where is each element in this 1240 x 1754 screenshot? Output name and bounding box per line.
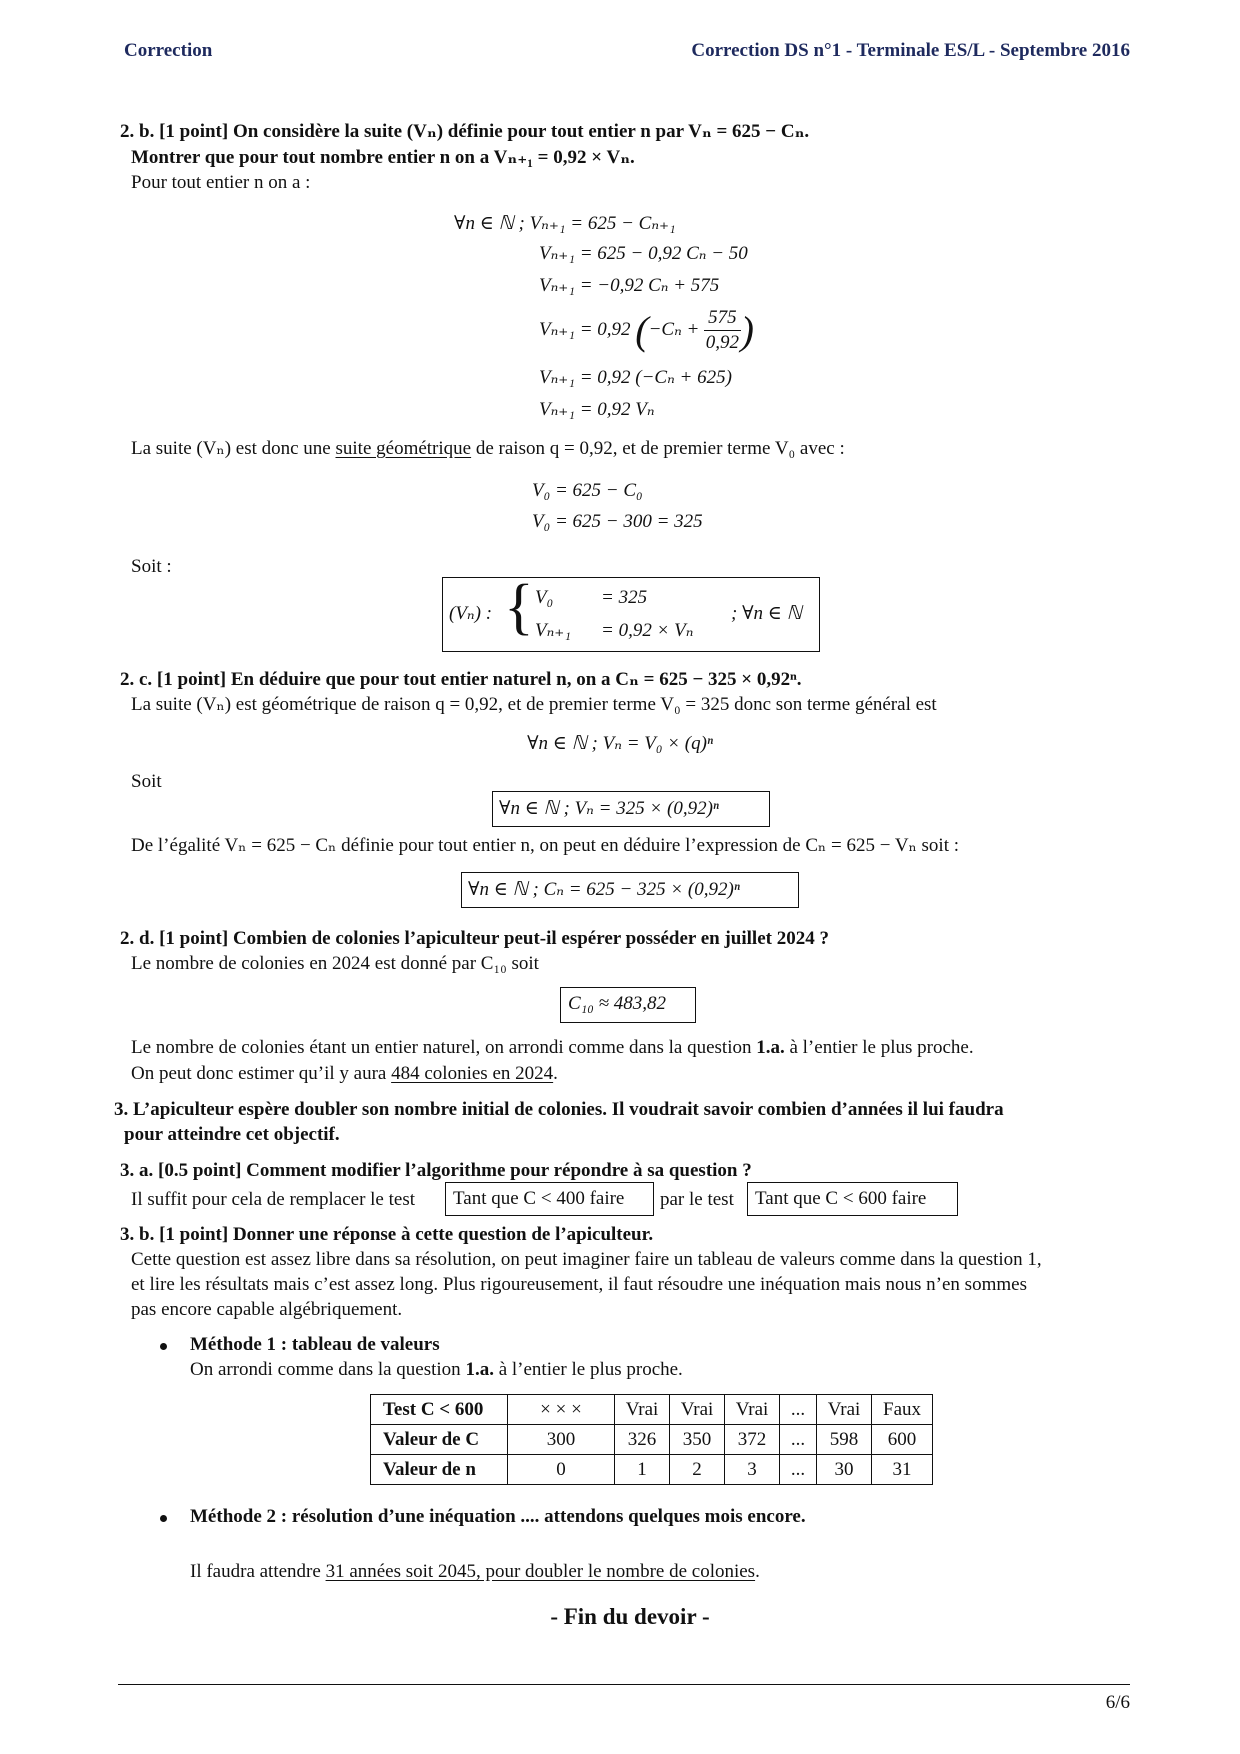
q2b-step-3: Vₙ₊₁ = −0,92 Cₙ + 575 [539,275,720,296]
q2b-fraction [704,306,741,355]
q2d-line1: Le nombre de colonies en 2024 est donné par C₁₀ soit [131,953,539,974]
method2-title: Méthode 2 : résolution d’une inéquation .... attendons quelques mois encore. [190,1506,806,1527]
table-cell: Test C < 600 [371,1395,508,1425]
table-cell: Valeur de n [371,1455,508,1485]
footer-divider [118,1684,1130,1685]
page-number: 6/6 [1105,1692,1130,1713]
q3b-final-underlined: 31 années soit 2045, pour doubler le nombre de colonies [325,1561,756,1582]
q3b-final-pre: Il faudra attendre [190,1561,326,1582]
table-cell: Vrai [725,1395,780,1425]
table-row [371,1395,933,1425]
q3b-final [190,1561,760,1583]
q2d-boxed-text: C₁₀ ≈ 483,82 [568,993,667,1014]
q2d-line2-bold: 1.a. [756,1037,785,1058]
q2c-line2: De l’égalité Vₙ = 625 − Cₙ définie pour tout entier n, on peut en déduire l’expression de Cₙ = 625 − Vₙ soit : [131,835,960,856]
method1-post: à l’entier le plus proche. [493,1359,683,1380]
q3b-para-2: et lire les résultats mais c’est assez long. Plus rigoureusement, il faut résoudre une inéquation mais nous n’en sommes [131,1274,1027,1295]
table-cell: 0 [508,1455,615,1485]
q2b-system-r1-right: = 325 [601,587,648,608]
table-row [371,1425,933,1455]
q2b-v0-line2: V₀ = 625 − 300 = 325 [532,511,703,532]
q3a-box2-text: Tant que C < 600 faire [755,1188,927,1209]
table-cell: Faux [872,1395,933,1425]
q2b-step-1: ∀n ∈ ℕ ; Vₙ₊₁ = 625 − Cₙ₊₁ [454,213,676,234]
method1-title: Méthode 1 : tableau de valeurs [190,1334,440,1355]
q3b-para-3: pas encore capable algébriquement. [131,1299,403,1320]
q2b-step-5: Vₙ₊₁ = 0,92 (−Cₙ + 625) [539,367,732,388]
q3a-mid: par le test [660,1189,734,1210]
q2c-line1: La suite (Vₙ) est géométrique de raison q = 0,92, et de premier terme V₀ = 325 donc son terme général est [131,694,937,715]
q2b-step-4-inner: −Cₙ + [648,318,700,340]
q3a-box1-text: Tant que C < 400 faire [453,1188,625,1209]
q3a-pre: Il suffit pour cela de remplacer le test [131,1189,415,1210]
q2b-frac-num: 575 [704,306,741,331]
header-left: Correction [124,40,213,61]
q2c-title: 2. c. [1 point] En déduire que pour tout entier naturel n, on a Cₙ = 625 − 325 × 0,92ⁿ. [120,669,802,690]
q2b-system-r2-right: = 0,92 × Vₙ [601,620,694,641]
brace-icon: { [504,573,534,641]
table-cell: 2 [670,1455,725,1485]
table-cell: ... [780,1425,817,1455]
q2b-v0-line1: V₀ = 625 − C₀ [532,480,643,501]
q2d-line2 [131,1037,974,1059]
q2b-step-4: Vₙ₊₁ = 0,92 (−Cₙ + $\frac{575}{0,92}$ ) [539,307,754,353]
table-cell: Vrai [615,1395,670,1425]
q2d-boxed [560,987,696,1023]
q2d-line3 [131,1063,558,1085]
q3b-para-1: Cette question est assez libre dans sa résolution, on peut imaginer faire un tableau de valeurs comme dans la question 1, [131,1249,1042,1270]
q2b-system-r1-left: V₀ [535,587,554,608]
q2d-line3-post: . [553,1063,558,1084]
q2b-system-r2-left: Vₙ₊₁ [535,620,571,641]
q2c-boxed-v [492,791,770,827]
q3-title-line2: pour atteindre cet objectif. [124,1124,340,1145]
table-cell: × × × [508,1395,615,1425]
table-cell: 30 [817,1455,872,1485]
q2b-title-line1: 2. b. [1 point] On considère la suite (Vₙ) définie pour tout entier n par Vₙ = 625 − Cₙ. [120,121,810,142]
table-cell: 600 [872,1425,933,1455]
table-cell: 1 [615,1455,670,1485]
q2b-conclusion-post: de raison q = 0,92, et de premier terme V₀ avec : [471,438,845,459]
table-cell: 300 [508,1425,615,1455]
q2c-formula: ∀n ∈ ℕ ; Vₙ = V₀ × (q)ⁿ [527,733,713,754]
table-cell: 350 [670,1425,725,1455]
q2d-line2-post: à l’entier le plus proche. [784,1037,974,1058]
q2c-boxed-c-text: ∀n ∈ ℕ ; Cₙ = 625 − 325 × (0,92)ⁿ [468,879,740,900]
q2b-system-label: (Vₙ) : [449,603,493,624]
method1-pre: On arrondi comme dans la question [190,1359,466,1380]
table-cell: ... [780,1455,817,1485]
table-cell: 3 [725,1455,780,1485]
q2b-conclusion-underlined: suite géométrique [335,438,472,459]
q3b-title: 3. b. [1 point] Donner une réponse à cette question de l’apiculteur. [120,1224,654,1245]
q3a-box1 [445,1182,654,1216]
q2b-soit: Soit : [131,556,172,577]
table-row [371,1455,933,1485]
q2d-line2-pre: Le nombre de colonies étant un entier naturel, on arrondi comme dans la question [131,1037,757,1058]
q3a-title: 3. a. [0.5 point] Comment modifier l’algorithme pour répondre à sa question ? [120,1160,752,1181]
q2d-line3-pre: On peut donc estimer qu’il y aura [131,1063,392,1084]
q2b-step-4-lhs: Vₙ₊₁ = 0,92 [539,318,631,340]
q3a-box2 [747,1182,958,1216]
q2b-conclusion [131,437,845,460]
table-cell: 598 [817,1425,872,1455]
q3b-final-post: . [755,1561,760,1582]
q2d-title: 2. d. [1 point] Combien de colonies l’apiculteur peut-il espérer posséder en juillet 2024 ? [120,928,829,949]
bullet-icon [160,1515,167,1522]
q2b-frac-den: 0,92 [705,332,739,353]
q2c-soit: Soit [131,771,162,792]
table-cell: 372 [725,1425,780,1455]
table-cell: Vrai [670,1395,725,1425]
header-right: Correction DS n°1 - Terminale ES/L - Septembre 2016 [691,40,1130,61]
q2b-title-line2: Montrer que pour tout nombre entier n on a Vₙ₊₁ = 0,92 × Vₙ. [131,147,635,168]
method1-line [190,1359,683,1381]
values-table [370,1394,933,1485]
method1-bold: 1.a. [465,1359,494,1380]
table-cell: 31 [872,1455,933,1485]
q2b-step-6: Vₙ₊₁ = 0,92 Vₙ [539,399,655,420]
q2b-system-quant: ; ∀n ∈ ℕ [731,603,802,624]
q2c-boxed-v-text: ∀n ∈ ℕ ; Vₙ = 325 × (0,92)ⁿ [499,798,719,819]
q2d-line3-underlined: 484 colonies en 2024 [391,1063,554,1084]
end-of-exam: - Fin du devoir - [550,1604,710,1629]
table-cell: Vrai [817,1395,872,1425]
q2b-step-2: Vₙ₊₁ = 625 − 0,92 Cₙ − 50 [539,243,748,264]
table-cell: 326 [615,1425,670,1455]
bullet-icon [160,1343,167,1350]
q3-title-line1: 3. L’apiculteur espère doubler son nombre initial de colonies. Il voudrait savoir combien d’années il lui faudra [114,1099,1004,1120]
table-cell: ... [780,1395,817,1425]
table-cell: Valeur de C [371,1425,508,1455]
q2b-intro: Pour tout entier n on a : [131,172,311,193]
q2b-system-box [442,573,820,652]
q2c-boxed-c [461,872,799,908]
q2b-conclusion-pre: La suite (Vₙ) est donc une [131,438,336,459]
